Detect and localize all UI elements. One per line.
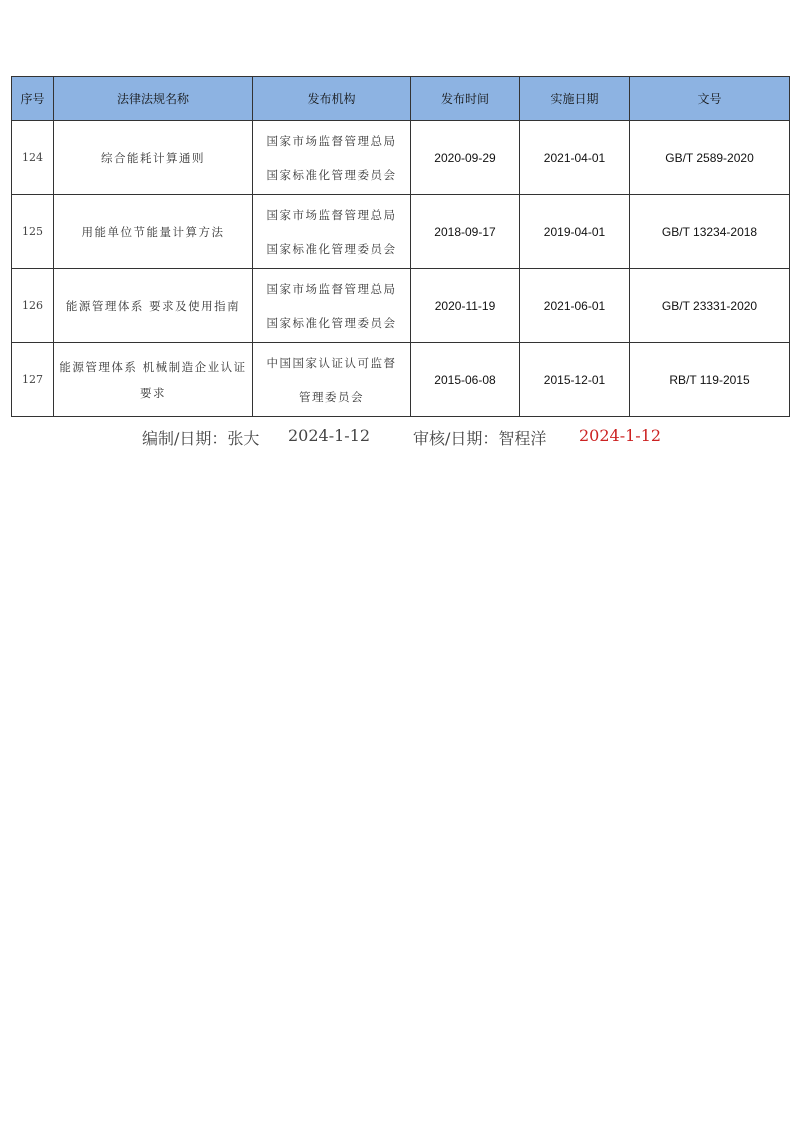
cell-published: 2018-09-17 xyxy=(411,195,520,269)
cell-name: 能源管理体系 机械制造企业认证要求 xyxy=(54,343,253,417)
header-code: 文号 xyxy=(630,77,790,121)
cell-name: 综合能耗计算通则 xyxy=(54,121,253,195)
table-row xyxy=(12,343,790,417)
org-line: 国家标准化管理委员会 xyxy=(266,167,397,182)
cell-org xyxy=(253,121,411,195)
cell-name: 用能单位节能量计算方法 xyxy=(54,195,253,269)
cell-effective: 2019-04-01 xyxy=(520,195,630,269)
cell-code: RB/T 119-2015 xyxy=(630,343,790,417)
org-line: 国家市场监督管理总局 xyxy=(266,207,397,222)
cell-effective: 2021-04-01 xyxy=(520,121,630,195)
regulations-sheet xyxy=(11,76,789,417)
org-line: 中国国家认证认可监督 xyxy=(266,355,397,370)
cell-name: 能源管理体系 要求及使用指南 xyxy=(54,269,253,343)
cell-published: 2015-06-08 xyxy=(411,343,520,417)
cell-seq: 126 xyxy=(12,269,54,343)
cell-seq: 127 xyxy=(12,343,54,417)
cell-published: 2020-11-19 xyxy=(411,269,520,343)
table-row xyxy=(12,195,790,269)
org-line: 管理委员会 xyxy=(299,389,364,404)
cell-effective: 2021-06-01 xyxy=(520,269,630,343)
cell-seq: 124 xyxy=(12,121,54,195)
compiled-label: 编制/日期：张大 xyxy=(142,429,260,448)
org-line: 国家标准化管理委员会 xyxy=(266,241,397,256)
org-line: 国家市场监督管理总局 xyxy=(266,281,397,296)
cell-published: 2020-09-29 xyxy=(411,121,520,195)
table-row xyxy=(12,269,790,343)
header-org: 发布机构 xyxy=(253,77,411,121)
reviewed-date: 2024-1-12 xyxy=(579,426,662,445)
cell-effective: 2015-12-01 xyxy=(520,343,630,417)
compiled-date: 2024-1-12 xyxy=(288,426,371,445)
cell-org xyxy=(253,269,411,343)
cell-org xyxy=(253,195,411,269)
cell-code: GB/T 13234-2018 xyxy=(630,195,790,269)
header-seq: 序号 xyxy=(12,77,54,121)
cell-seq: 125 xyxy=(12,195,54,269)
cell-org xyxy=(253,343,411,417)
reviewed-label: 审核/日期：智程洋 xyxy=(413,429,547,448)
header-name: 法律法规名称 xyxy=(54,77,253,121)
signoff-footer xyxy=(0,426,800,450)
table-row xyxy=(12,121,790,195)
cell-code: GB/T 2589-2020 xyxy=(630,121,790,195)
regulations-table xyxy=(11,76,790,417)
header-published: 发布时间 xyxy=(411,77,520,121)
table-header-row xyxy=(12,77,790,121)
org-line: 国家标准化管理委员会 xyxy=(266,315,397,330)
cell-code: GB/T 23331-2020 xyxy=(630,269,790,343)
header-effective: 实施日期 xyxy=(520,77,630,121)
org-line: 国家市场监督管理总局 xyxy=(266,133,397,148)
